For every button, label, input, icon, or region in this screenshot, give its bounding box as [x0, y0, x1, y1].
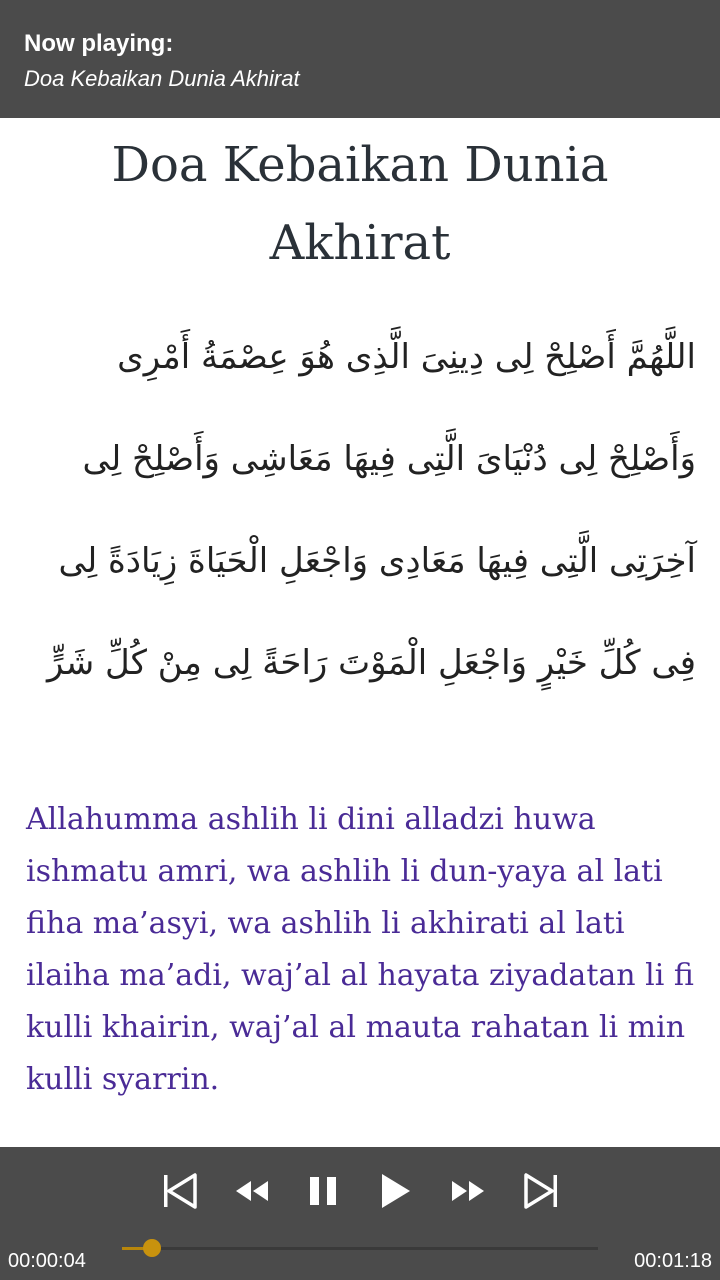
- skip-previous-button[interactable]: [157, 1169, 203, 1213]
- total-time: 00:01:18: [634, 1250, 712, 1272]
- play-button[interactable]: [373, 1169, 419, 1213]
- seek-bar-thumb[interactable]: [143, 1239, 161, 1257]
- transliteration-text: Allahumma ashlih li dini alladzi huwa ishmatu amri, wa ashlih li dun-yaya al lati fiha ma’asyi, wa ashlih li akhirati al lati ilaiha ma’adi, waj’al al hayata ziyadatan li fi kulli khairin, waj’al al mauta rahatan li min kulli syarrin.: [26, 802, 694, 1097]
- prayer-content[interactable]: [0, 118, 720, 1147]
- playback-controls: [0, 1169, 720, 1213]
- now-playing-header: [0, 0, 720, 118]
- pause-icon: [301, 1169, 347, 1213]
- now-playing-label: Now playing:: [24, 30, 174, 57]
- now-playing-track-title: Doa Kebaikan Dunia Akhirat: [24, 66, 300, 91]
- seek-bar[interactable]: [122, 1247, 598, 1250]
- rewind-icon: [229, 1169, 275, 1213]
- skip-previous-icon: [157, 1169, 203, 1213]
- play-icon: [373, 1169, 419, 1213]
- fast-forward-button[interactable]: [445, 1169, 491, 1213]
- pause-button[interactable]: [301, 1169, 347, 1213]
- rewind-button[interactable]: [229, 1169, 275, 1213]
- arabic-text: اللَّهُمَّ أَصْلِحْ لِى دِينِىَ الَّذِى هُوَ عِصْمَةُ أَمْرِى وَأَصْلِحْ لِى دُنْيَاىَ الَّتِى فِيهَا مَعَاشِى وَأَصْلِحْ لِى آخِرَتِى الَّتِى فِيهَا مَعَادِى وَاجْعَلِ الْحَيَاةَ زِيَادَةً لِى فِى كُلِّ خَيْرٍ وَاجْعَلِ الْمَوْتَ رَاحَةً لِى مِنْ كُلِّ شَرٍّ: [47, 337, 696, 683]
- elapsed-time: 00:00:04: [8, 1250, 86, 1272]
- player-controls-bar: [0, 1147, 720, 1280]
- skip-next-button[interactable]: [518, 1169, 564, 1213]
- fast-forward-icon: [445, 1169, 491, 1213]
- skip-next-icon: [518, 1169, 564, 1213]
- prayer-title: Doa Kebaikan Dunia Akhirat: [111, 137, 609, 271]
